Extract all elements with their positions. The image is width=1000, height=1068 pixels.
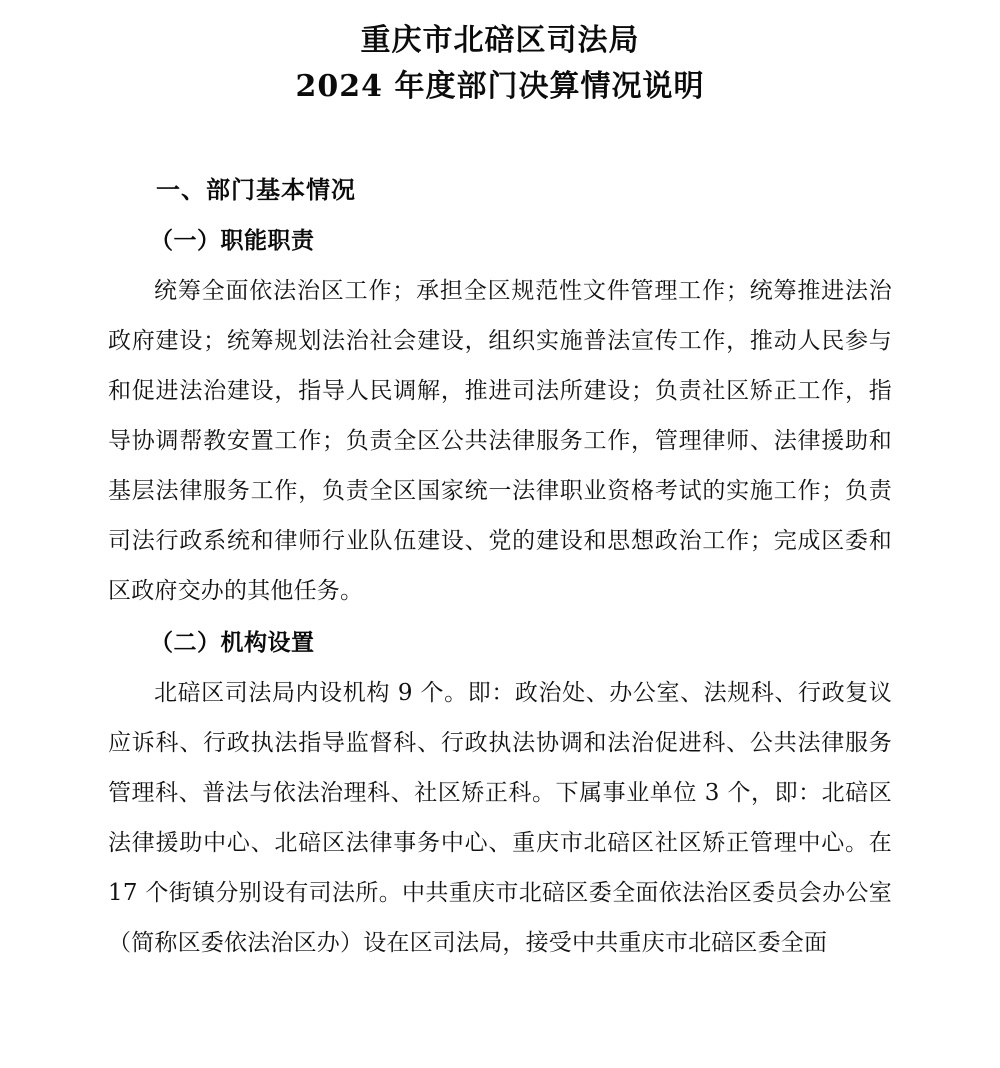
subsection-heading-duties: （一）职能职责 [150, 227, 315, 254]
title-spacer [108, 110, 892, 168]
paragraph-duties: 统筹全面依法治区工作；承担全区规范性文件管理工作；统筹推进法治政府建设；统筹规划法治社会建设，组织实施普法宣传工作，推动人民参与和促进法治建设，指导人民调解，推进司法所建设；负责社区矫正工作，指导协调帮教安置工作；负责全区公共法律服务工作，管理律师、法律援助和基层法律服务工作，负责全区国家统一法律职业资格考试的实施工作；负责司法行政系统和律师行业队伍建设、党的建设和思想政治工作；完成区委和区政府交办的其他任务。 [108, 278, 892, 604]
title-line-1: 重庆市北碚区司法局 [360, 23, 640, 58]
paragraph-organization: 北碚区司法局内设机构 9 个。即：政治处、办公室、法规科、行政复议应诉科、行政执法指导监督科、行政执法协调和法治促进科、公共法律服务管理科、普法与依法治理科、社区矫正科。下属事业单位 3 个，即：北碚区法律援助中心、北碚区法律事务中心、重庆市北碚区社区矫正管理中心。在 17 个街镇分别设有司法所。中共重庆市北碚区委全面依法治区委员会办公室（简称区委依法治区办）设在区司法局，接受中共重庆市北碚区委全面 [108, 680, 892, 956]
section-heading-basic-info: 一、部门基本情况 [156, 175, 356, 204]
page-title [108, 18, 892, 110]
title-line-2: 2024 年度部门决算情况说明 [295, 69, 705, 104]
subsection-heading-organization: （二）机构设置 [150, 629, 315, 656]
